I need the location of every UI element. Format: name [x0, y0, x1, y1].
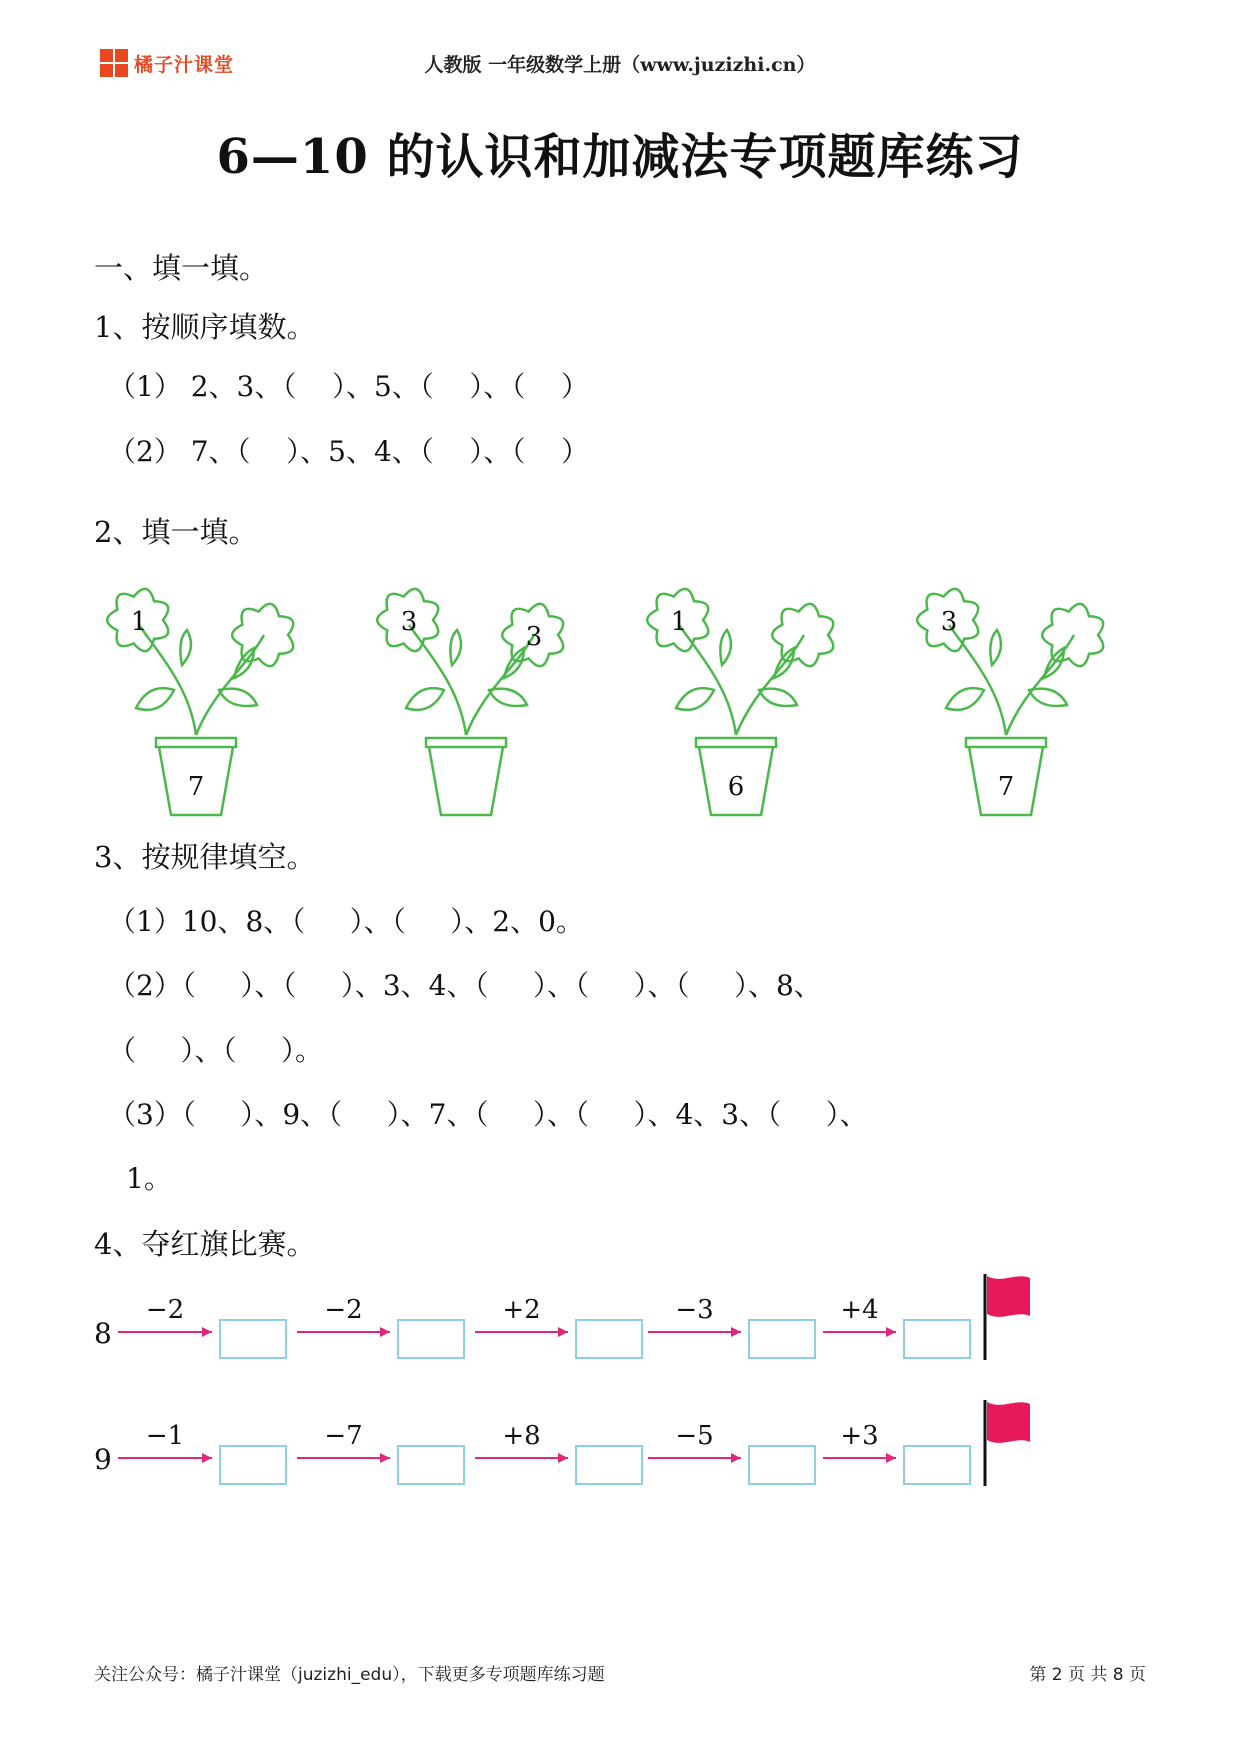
flower-left-number: 3	[400, 607, 418, 637]
flower-left-number: 1	[130, 607, 148, 637]
race-operation: +3	[840, 1421, 879, 1451]
q3-heading: 3、按规律填空。	[94, 840, 316, 874]
q3-line-3: （ ）、（ ）。	[108, 1034, 324, 1067]
q4-heading: 4、夺红旗比赛。	[94, 1227, 316, 1261]
answer-box[interactable]	[576, 1320, 642, 1358]
race-operation: +8	[502, 1421, 541, 1451]
q2-heading: 2、填一填。	[94, 515, 258, 549]
pot-number: 6	[727, 772, 745, 802]
race-row-1	[92, 1272, 1052, 1362]
race-operation: −2	[324, 1295, 363, 1325]
flower-right-number: 3	[525, 622, 543, 652]
section-heading: 一、填一填。	[94, 251, 269, 285]
footer-note: 关注公众号：橘子汁课堂（juzizhi_edu），下载更多专项题库练习题	[94, 1665, 605, 1685]
q3-line-1: （1）10、8、（ ）、（ ）、2、0。	[108, 905, 584, 938]
q1-line-2: （2） 7、（ ）、5、4、（ ）、（ ）	[108, 435, 589, 468]
flower-pot-4	[917, 589, 1103, 815]
flower-left-number: 1	[670, 607, 688, 637]
answer-box[interactable]	[220, 1446, 286, 1484]
header-subtitle: 人教版 一年级数学上册（www.juzizhi.cn）	[424, 54, 816, 76]
answer-box[interactable]	[220, 1320, 286, 1358]
race-operation: −1	[145, 1421, 185, 1451]
red-flag-icon	[985, 1400, 1030, 1486]
page-number: 第 2 页 共 8 页	[1029, 1665, 1146, 1685]
q1-line-1: （1） 2、3、（ ）、5、（ ）、（ ）	[108, 370, 589, 403]
pot-number: 7	[187, 772, 205, 802]
answer-box[interactable]	[398, 1320, 464, 1358]
race-operation: −3	[675, 1295, 714, 1325]
pot-number: 7	[997, 772, 1015, 802]
answer-box[interactable]	[749, 1446, 815, 1484]
q3-line-2: （2）（ ）、（ ）、3、4、（ ）、（ ）、（ ）、8、	[108, 969, 822, 1002]
page-title: 6—10 的认识和加减法专项题库练习	[216, 129, 1024, 185]
flower-pots	[94, 570, 1154, 820]
answer-box[interactable]	[576, 1446, 642, 1484]
flower-pot-3	[647, 589, 833, 815]
q1-heading: 1、按顺序填数。	[94, 310, 316, 344]
logo-text: 橘子汁课堂	[134, 53, 235, 76]
race-operation: −2	[145, 1295, 185, 1325]
flower-pot-1	[107, 589, 293, 815]
race-operation: −5	[675, 1421, 714, 1451]
answer-box[interactable]	[749, 1320, 815, 1358]
race-start-number: 9	[94, 1443, 112, 1476]
race-operation: −7	[324, 1421, 363, 1451]
flower-left-number: 3	[940, 607, 958, 637]
race-start-number: 8	[94, 1317, 112, 1350]
answer-box[interactable]	[398, 1446, 464, 1484]
answer-box[interactable]	[904, 1320, 970, 1358]
race-row-2	[92, 1398, 1052, 1488]
race-operation: +2	[502, 1295, 541, 1325]
q3-line-4: （3）（ ）、9、（ ）、7、（ ）、（ ）、4、3、（ ）、	[108, 1098, 868, 1131]
red-flag-icon	[985, 1274, 1030, 1360]
q3-line-5: 1。	[126, 1162, 172, 1195]
answer-box[interactable]	[904, 1446, 970, 1484]
flower-pot-2	[377, 589, 563, 815]
race-operation: +4	[840, 1295, 879, 1325]
